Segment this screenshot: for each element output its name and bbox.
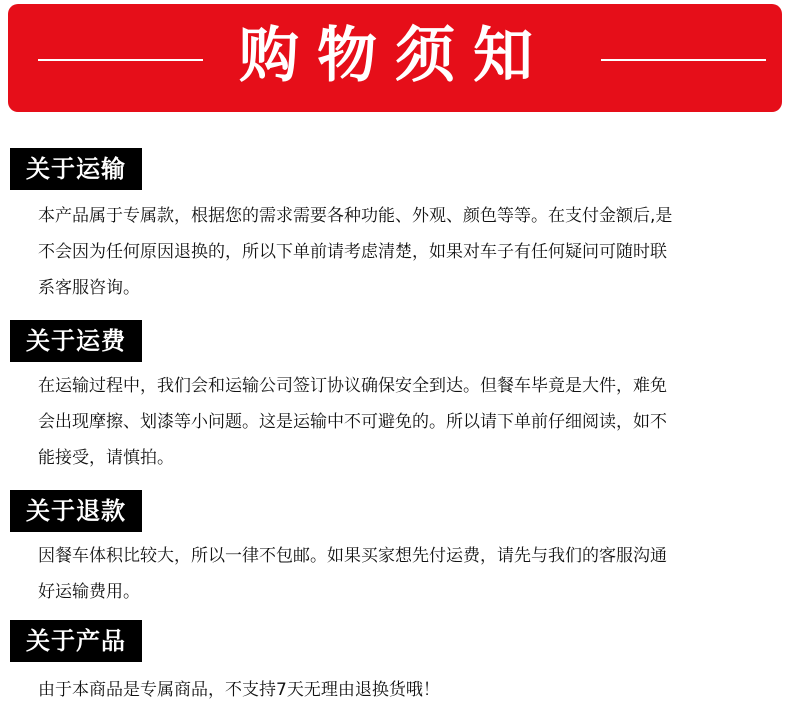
section-text-shipping-line-3: 系客服咨询。: [38, 278, 140, 298]
section-header-shipping: 关于运输: [10, 148, 142, 190]
section-text-freight-line-3: 能接受，请慎拍。: [38, 448, 174, 468]
section-text-freight-line-2: 会出现摩擦、划漆等小问题。这是运输中不可避免的。所以请下单前仔细阅读，如不: [38, 412, 667, 432]
section-header-refund: 关于退款: [10, 490, 142, 532]
section-header-product: 关于产品: [10, 620, 142, 662]
page-title: 购物须知: [239, 21, 551, 91]
section-text-shipping-line-2: 不会因为任何原因退换的，所以下单前请考虑清楚，如果对车子有任何疑问可随时联: [38, 242, 667, 262]
section-text-refund-line-2: 好运输费用。: [38, 582, 140, 602]
section-text-refund-line-1: 因餐车体积比较大，所以一律不包邮。如果买家想先付运费，请先与我们的客服沟通: [38, 546, 667, 566]
section-text-shipping-line-1: 本产品属于专属款，根据您的需求需要各种功能、外观、颜色等等。在支付金额后,是: [38, 206, 673, 226]
section-text-product-line-1: 由于本商品是专属商品，不支持7天无理由退换货哦！: [38, 680, 440, 700]
section-header-freight: 关于运费: [10, 320, 142, 362]
section-text-freight-line-1: 在运输过程中，我们会和运输公司签订协议确保安全到达。但餐车毕竟是大件，难免: [38, 376, 667, 396]
